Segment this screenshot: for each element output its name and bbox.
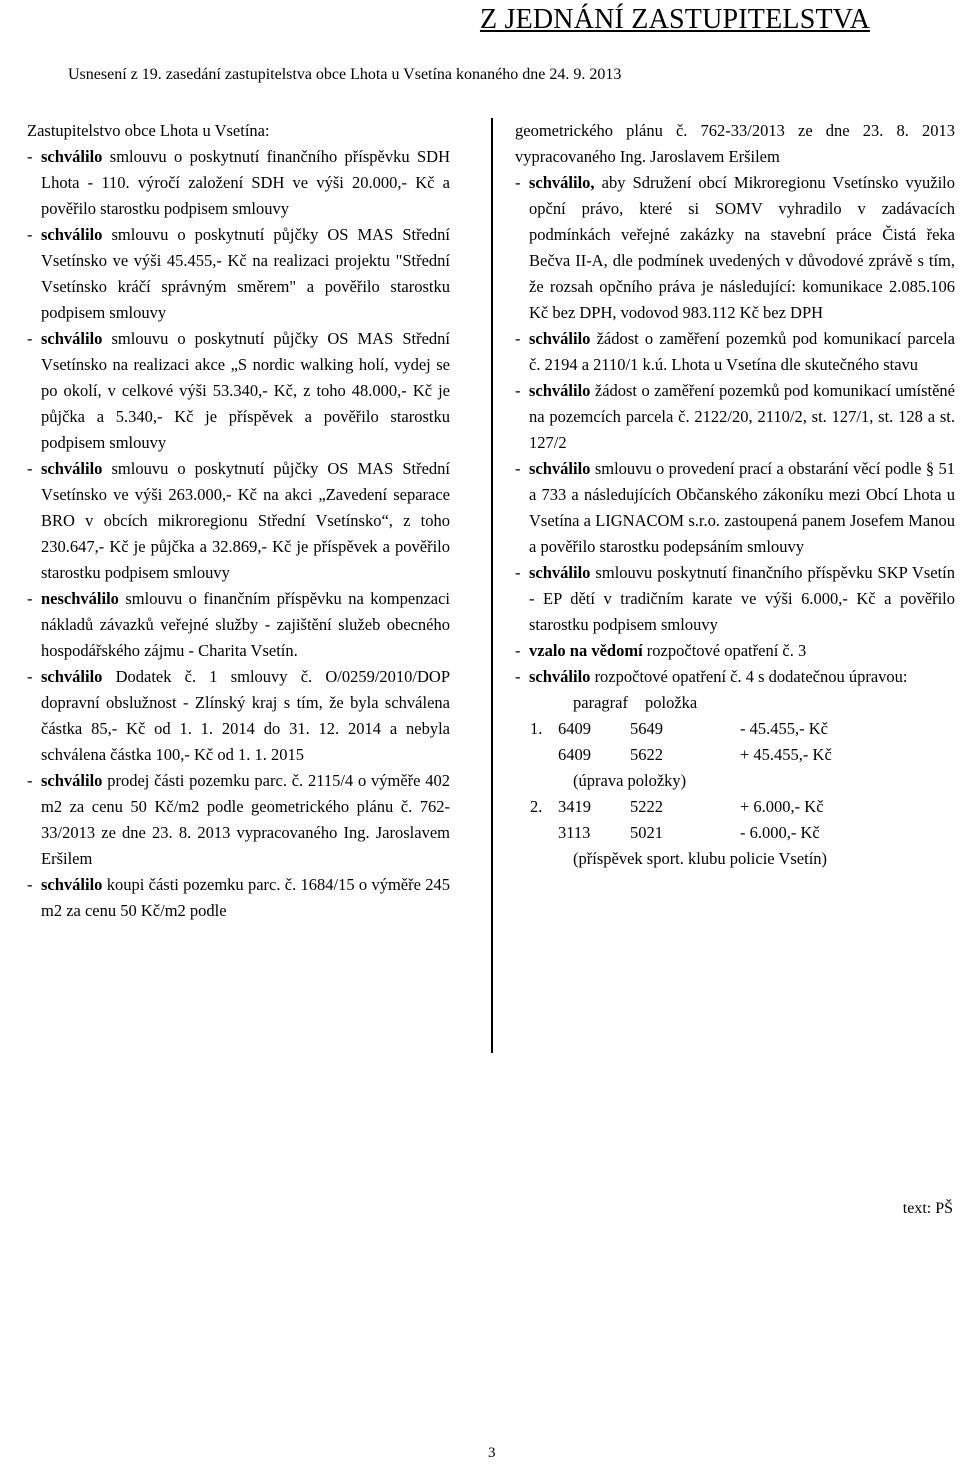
item-text bbox=[529, 638, 955, 664]
budget-note: (příspěvek sport. klubu policie Vsetín) bbox=[573, 849, 828, 868]
continuation-text: geometrického plánu č. 762-33/2013 ze dne 23. 8. 2013 vypracovaného Ing. Jaroslavem Eršilem bbox=[515, 121, 955, 166]
item-text bbox=[529, 326, 955, 378]
budget-note: (úprava položky) bbox=[573, 771, 687, 790]
resolution-item bbox=[27, 872, 450, 924]
row-number: 2. bbox=[530, 797, 543, 816]
resolution-detail: rozpočtové opatření č. 3 bbox=[642, 641, 807, 660]
resolution-detail: smlouvu o provedení prací a obstarání věcí podle § 51 a 733 a následujících Občanského zákoníku mezi Obcí Lhota u Vsetína a LIGNACOM s.r.o. zastoupená panem Josefem Manou a pověřilo starostku podepsáním smlouvy bbox=[529, 459, 955, 556]
item-text bbox=[41, 326, 450, 456]
item-text bbox=[41, 144, 450, 222]
resolution-item bbox=[515, 664, 955, 690]
resolution-keyword: schválilo bbox=[529, 667, 591, 686]
resolution-detail: koupi části pozemku parc. č. 1684/15 o výměře 245 m2 za cenu 50 Kč/m2 podle bbox=[41, 875, 450, 920]
council-intro: Zastupitelstvo obce Lhota u Vsetína: bbox=[27, 121, 270, 140]
resolution-detail: prodej části pozemku parc. č. 2115/4 o výměře 402 m2 za cenu 50 Kč/m2 podle geometrického plánu č. 762-33/2013 ze dne 23. 8. 2013 vypracovaného Ing. Jaroslavem Eršilem bbox=[41, 771, 450, 868]
item-dash: - bbox=[515, 667, 521, 686]
resolution-detail: rozpočtové opatření č. 4 s dodatečnou úpravou: bbox=[590, 667, 908, 686]
left-column bbox=[27, 118, 450, 924]
resolution-detail: smlouvu poskytnutí finančního příspěvku SKP Vsetín - EP dětí v tradičním karate ve výši 6.000,- Kč a pověřilo starostku podpisem smlouvy bbox=[529, 563, 955, 634]
budget-table-row bbox=[530, 742, 910, 768]
resolution-detail: smlouvu o finančním příspěvku na kompenzaci nákladů závazků veřejné služby - zajištění služeb obecného hospodářského zájmu - Charita Vsetín. bbox=[41, 589, 450, 660]
resolution-keyword: schválilo bbox=[41, 875, 103, 894]
item-text bbox=[529, 378, 955, 456]
resolution-item bbox=[515, 170, 955, 326]
resolution-detail: žádost o zaměření pozemků pod komunikací parcela č. 2194 a 2110/1 k.ú. Lhota u Vsetína dle skutečného stavu bbox=[529, 329, 955, 374]
paragraf-cell: 6409 bbox=[558, 719, 591, 738]
item-dash: - bbox=[27, 875, 33, 894]
resolution-subtitle: Usnesení z 19. zasedání zastupitelstva obce Lhota u Vsetína konaného dne 24. 9. 2013 bbox=[68, 66, 622, 83]
budget-table bbox=[530, 690, 910, 872]
budget-table-row bbox=[530, 820, 910, 846]
budget-table-note bbox=[530, 768, 910, 794]
right-resolution-list bbox=[515, 170, 955, 690]
resolution-keyword: schválilo bbox=[41, 771, 103, 790]
paragraf-cell: 6409 bbox=[558, 745, 591, 764]
item-dash: - bbox=[27, 589, 33, 608]
resolution-keyword: schválilo bbox=[41, 459, 103, 478]
resolution-item bbox=[27, 768, 450, 872]
left-resolution-list bbox=[27, 144, 450, 924]
item-dash: - bbox=[27, 147, 33, 166]
item-dash: - bbox=[515, 459, 521, 478]
resolution-keyword: schválilo bbox=[41, 667, 103, 686]
item-text bbox=[41, 456, 450, 586]
item-dash: - bbox=[515, 173, 521, 192]
paragraf-cell: 3113 bbox=[558, 823, 591, 842]
resolution-item bbox=[515, 378, 955, 456]
resolution-detail: smlouvu o poskytnutí půjčky OS MAS Střední Vsetínsko na realizaci akce „S nordic walking holí, vydej se po okolí, v celkové výši 53.340,- Kč, z toho 48.000,- Kč je půjčka a 5.340,- Kč je příspěvek a pověřilo starostku podpisem smlouvy bbox=[41, 329, 450, 452]
resolution-detail: aby Sdružení obcí Mikroregionu Vsetínsko využilo opční právo, které si SOMV vyhradilo v zadávacích podmínkách veřejné zakázky na stavební práce Čistá řeka Bečva II-A, dle podmínek uvedených v důvodové zprávě s tím, že rozsah opčního práva je následující: komunikace 2.085.106 Kč bez DPH, vodovod 983.112 Kč bez DPH bbox=[529, 173, 955, 322]
resolution-keyword: schválilo bbox=[529, 459, 591, 478]
item-text bbox=[529, 456, 955, 560]
resolution-keyword: schválilo bbox=[41, 225, 103, 244]
resolution-item bbox=[27, 326, 450, 456]
item-dash: - bbox=[27, 329, 33, 348]
resolution-item bbox=[27, 586, 450, 664]
resolution-item bbox=[27, 664, 450, 768]
item-text bbox=[41, 586, 450, 664]
resolution-detail: Dodatek č. 1 smlouvy č. O/0259/2010/DOP dopravní obslužnost - Zlínský kraj s tím, že byla schválena částka 85,- Kč od 1. 1. 2014 do 31. 12. 2014 a nebyla schválena částka 100,- Kč od 1. 1. 2015 bbox=[41, 667, 450, 764]
item-dash: - bbox=[515, 641, 521, 660]
resolution-keyword: schválilo bbox=[529, 563, 591, 582]
row-number bbox=[530, 820, 558, 846]
row-number bbox=[530, 742, 558, 768]
header-paragraf: paragraf bbox=[573, 693, 628, 712]
resolution-item bbox=[27, 456, 450, 586]
resolution-item bbox=[515, 638, 955, 664]
budget-table-note bbox=[530, 846, 910, 872]
item-text bbox=[41, 872, 450, 924]
resolution-keyword: schválilo bbox=[41, 147, 103, 166]
resolution-keyword: schválilo bbox=[529, 329, 591, 348]
resolution-keyword: neschválilo bbox=[41, 589, 119, 608]
resolution-detail: smlouvu o poskytnutí půjčky OS MAS Střední Vsetínsko ve výši 263.000,- Kč na akci „Zavedení separace BRO v obcích mikroregionu Střední Vsetínsko“, z toho 230.647,- Kč je půjčka a 32.869,- Kč je příspěvek a pověřilo starostku podpisem smlouvy bbox=[41, 459, 450, 582]
amount-cell: + 45.455,- Kč bbox=[740, 745, 832, 764]
polozka-cell: 5649 bbox=[630, 719, 663, 738]
item-text bbox=[529, 170, 955, 326]
resolution-detail: žádost o zaměření pozemků pod komunikací umístěné na pozemcích parcela č. 2122/20, 2110/2, st. 127/1, st. 128 a st. 127/2 bbox=[529, 381, 955, 452]
item-dash: - bbox=[27, 459, 33, 478]
resolution-item bbox=[515, 560, 955, 638]
resolution-keyword: schválilo bbox=[529, 381, 591, 400]
resolution-item bbox=[515, 456, 955, 560]
item-text bbox=[529, 560, 955, 638]
amount-cell: + 6.000,- Kč bbox=[740, 797, 824, 816]
polozka-cell: 5021 bbox=[630, 823, 663, 842]
resolution-detail: smlouvu o poskytnutí půjčky OS MAS Střední Vsetínsko ve výši 45.455,- Kč na realizaci projektu "Střední Vsetínsko kráčí správným směrem" a pověřilo starostku podpisem smlouvy bbox=[41, 225, 450, 322]
row-number: 1. bbox=[530, 719, 543, 738]
amount-cell: - 45.455,- Kč bbox=[740, 719, 828, 738]
page-title bbox=[0, 4, 960, 36]
budget-table-header bbox=[530, 690, 910, 716]
resolution-detail: smlouvu o poskytnutí finančního příspěvku SDH Lhota - 110. výročí založení SDH ve výši 20.000,- Kč a pověřilo starostku podpisem smlouvy bbox=[41, 147, 450, 218]
item-dash: - bbox=[27, 225, 33, 244]
item-text bbox=[41, 768, 450, 872]
item-dash: - bbox=[27, 667, 33, 686]
right-column bbox=[515, 118, 955, 872]
resolution-item bbox=[27, 222, 450, 326]
column-divider bbox=[491, 118, 493, 1053]
page-title-text: Z JEDNÁNÍ ZASTUPITELSTVA bbox=[479, 4, 871, 35]
page-number: 3 bbox=[488, 1445, 496, 1461]
amount-cell: - 6.000,- Kč bbox=[740, 823, 820, 842]
item-dash: - bbox=[515, 329, 521, 348]
budget-table-row bbox=[530, 716, 910, 742]
item-text bbox=[529, 664, 955, 690]
item-dash: - bbox=[27, 771, 33, 790]
budget-table-row bbox=[530, 794, 910, 820]
resolution-keyword: vzalo na vědomí bbox=[529, 641, 643, 660]
polozka-cell: 5622 bbox=[630, 745, 663, 764]
resolution-item bbox=[515, 326, 955, 378]
paragraf-cell: 3419 bbox=[558, 797, 591, 816]
item-dash: - bbox=[515, 563, 521, 582]
item-text bbox=[41, 222, 450, 326]
header-polozka: položka bbox=[645, 693, 698, 712]
resolution-keyword: schválilo, bbox=[529, 173, 595, 192]
item-text bbox=[41, 664, 450, 768]
polozka-cell: 5222 bbox=[630, 797, 663, 816]
resolution-item bbox=[27, 144, 450, 222]
item-dash: - bbox=[515, 381, 521, 400]
author-note: text: PŠ bbox=[902, 1200, 953, 1217]
resolution-keyword: schválilo bbox=[41, 329, 103, 348]
